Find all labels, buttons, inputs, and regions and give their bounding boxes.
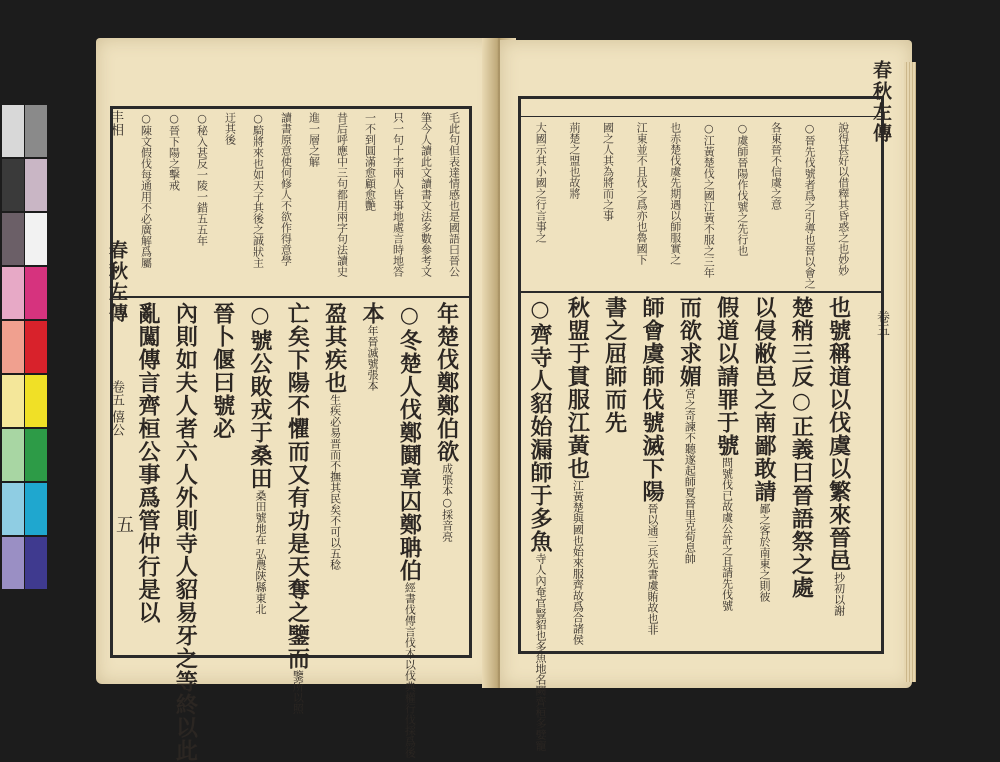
right-upper-notes bbox=[524, 122, 860, 287]
note-column: ○晉先伐號者爲之引導也晉以會之 bbox=[803, 122, 817, 289]
note-column: ○江黃楚伐之國江黃不服之三年 bbox=[702, 122, 716, 278]
note-column: 荊楚之盟也故將 bbox=[567, 122, 581, 199]
note-column: 迂其後 bbox=[223, 112, 237, 145]
color-chip bbox=[25, 105, 47, 157]
page-edges bbox=[904, 62, 916, 682]
note-column: 各東晉不信虞之意 bbox=[769, 122, 783, 210]
text-column bbox=[827, 296, 851, 650]
color-chip bbox=[2, 483, 24, 535]
text-column bbox=[323, 302, 347, 654]
commentary-text: 晉以通三兵先書虞賄故也非 bbox=[646, 503, 659, 635]
note-column: ○騎將來也如天子其後之誠狀主 bbox=[251, 112, 265, 268]
color-chip bbox=[25, 537, 47, 589]
commentary-text: 鄙之客於南東之則彼 bbox=[758, 503, 771, 602]
main-text: 而欲求媚 bbox=[676, 296, 703, 388]
commentary-text: 生疾必易晋而不撫其民矣不可以五稔 bbox=[328, 394, 342, 570]
main-text: 假道以請罪于號 bbox=[713, 296, 740, 457]
color-chip bbox=[25, 267, 47, 319]
color-chip bbox=[2, 159, 24, 211]
note-column: 筆今人讀此文讀書文法多數參考文 bbox=[419, 112, 433, 277]
note-column: ○秘入甚反一陵一錯五五年 bbox=[195, 112, 209, 246]
text-column bbox=[565, 296, 589, 650]
main-text: ○號公敗戎于桑田 bbox=[247, 302, 273, 490]
text-column bbox=[248, 302, 272, 654]
commentary-text: 桑田號地在 弘農陝縣東北 bbox=[254, 490, 267, 615]
right-main-text bbox=[524, 296, 860, 751]
text-column bbox=[677, 296, 701, 650]
color-chip bbox=[2, 537, 24, 589]
text-column bbox=[211, 302, 235, 654]
color-checker bbox=[0, 105, 48, 595]
text-column bbox=[789, 296, 813, 650]
text-column bbox=[527, 296, 553, 751]
note-column: 昔后呼應中三句都用兩字句法讀史 bbox=[335, 112, 349, 277]
note-column: 進一層之解 bbox=[307, 112, 321, 167]
right-divider bbox=[518, 291, 884, 293]
note-column: ○虞師晉陽作伐號之先行也 bbox=[735, 122, 749, 256]
note-column: 江東並不且伐之爲亦也魯國下 bbox=[635, 122, 649, 265]
color-chip bbox=[25, 375, 47, 427]
left-margin-head: 丰相 bbox=[108, 110, 123, 136]
note-column: 只一句十字兩人皆事地處言時地答 bbox=[391, 112, 405, 277]
color-chip bbox=[2, 375, 24, 427]
left-upper-notes bbox=[132, 112, 468, 292]
main-text: 盈其疾也 bbox=[321, 302, 348, 394]
text-column bbox=[136, 302, 160, 654]
color-chip bbox=[2, 267, 24, 319]
text-column bbox=[640, 296, 664, 650]
left-margin-volume: 卷五 僖公 bbox=[109, 380, 124, 437]
commentary-text: 抄初以謝 bbox=[832, 572, 846, 616]
color-chip bbox=[2, 213, 24, 265]
note-column: 毛此句但表達情感也是國語曰晉公 bbox=[447, 112, 461, 277]
commentary-text: 宮之奇諫不聽遂起師夏晉里克荀息帥 bbox=[683, 388, 697, 564]
note-column: ○晉下陽之擊戒 bbox=[167, 112, 181, 191]
left-main-text bbox=[132, 302, 468, 762]
commentary-text: 寺人內奄官豎貂也多魚地名闕齊桓多嬖寵 bbox=[534, 553, 547, 751]
commentary-text: 問號伐已故虞公許之且請先伐號 bbox=[720, 457, 734, 611]
main-text: 以侵敝邑之南鄙敢請 bbox=[751, 296, 777, 503]
note-column: ○陳文假伐每通用不必廣解爲屬 bbox=[139, 112, 153, 268]
color-chip bbox=[25, 429, 47, 481]
commentary-text: 年晉滅號張本 bbox=[366, 325, 379, 391]
commentary-text: 鑒所以照 bbox=[291, 670, 305, 714]
note-column: 國之人其為將而之事 bbox=[601, 122, 615, 221]
main-text: 亡矣下陽不懼而又有功是天奪之鑒而 bbox=[284, 302, 311, 670]
main-text: ○齊寺人貂始漏師于多魚 bbox=[527, 296, 553, 553]
text-column bbox=[752, 296, 776, 650]
color-chip bbox=[25, 483, 47, 535]
main-text: ○冬楚人伐鄭鬪章囚鄭聃伯 bbox=[396, 302, 423, 582]
commentary-text: 成張本○採音亮 bbox=[440, 463, 454, 542]
main-text: 楚稍三反○正義曰晉語祭之處 bbox=[788, 296, 815, 599]
right-margin-volume: 卷五 bbox=[874, 310, 889, 336]
color-chip bbox=[25, 213, 47, 265]
main-text: 書之屈師而先 bbox=[601, 296, 628, 434]
main-text: 也號稱道以伐虞以繁來晉邑 bbox=[825, 296, 852, 572]
text-column bbox=[603, 296, 627, 650]
commentary-text: 江黃楚與國也始來服齊故爲合諸侯 bbox=[571, 480, 585, 645]
text-column bbox=[360, 302, 384, 654]
color-chip bbox=[2, 105, 24, 157]
note-column: 一不到圓滿愈顧愈艷 bbox=[363, 112, 377, 211]
right-top-rule bbox=[518, 116, 884, 117]
color-chip bbox=[25, 159, 47, 211]
left-folio: 五 bbox=[113, 515, 134, 533]
text-column bbox=[284, 302, 311, 714]
main-text: 亂闖傳言齊桓公事爲管仲行是以 bbox=[135, 302, 161, 624]
note-column: 大國示其小國之行言事之 bbox=[534, 122, 548, 243]
main-text: 本 bbox=[359, 302, 385, 325]
left-margin-title: 春秋左傳 bbox=[106, 240, 128, 324]
color-chip bbox=[25, 321, 47, 373]
left-divider bbox=[110, 296, 472, 298]
main-text: 年楚伐鄭鄭伯欲 bbox=[433, 302, 460, 463]
main-text: 內則如夫人者六人外則寺人貂易牙之等終以此 bbox=[172, 302, 199, 762]
text-column bbox=[172, 302, 199, 762]
text-column bbox=[715, 296, 739, 650]
right-margin-title: 春秋左傳 bbox=[870, 60, 892, 144]
commentary-text: 經書伐傳言伐本以伐典權行伐採爲後 bbox=[403, 582, 417, 758]
main-text: 晉卜偃曰號必 bbox=[209, 302, 236, 440]
note-column: 讀書原意使何修人不欲作得意學 bbox=[279, 112, 293, 266]
text-column bbox=[435, 302, 459, 654]
note-column: 說得甚好以借釋其昏惑之也妙妙 bbox=[836, 122, 850, 276]
color-chip bbox=[2, 429, 24, 481]
note-column: 也赤楚伐虞先期遇以師服實之 bbox=[668, 122, 682, 265]
text-column bbox=[396, 302, 423, 758]
main-text: 師會虞師伐號滅下陽 bbox=[639, 296, 665, 503]
main-text: 秋盟于貫服江黃也 bbox=[564, 296, 591, 480]
color-chip bbox=[2, 321, 24, 373]
